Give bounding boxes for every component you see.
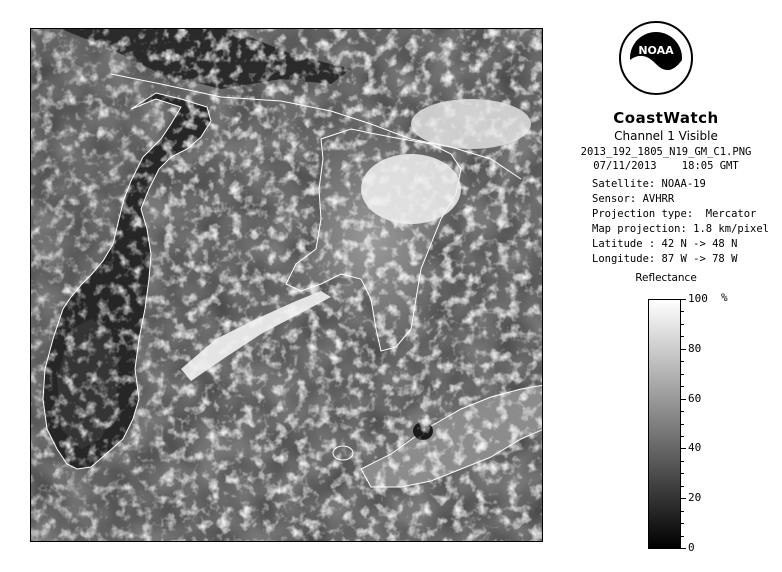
colorbar-major-tick <box>681 399 686 400</box>
colorbar-minor-tick <box>681 523 684 524</box>
longitude-label: Longitude: 87 W -> 78 W <box>592 253 738 265</box>
colorbar-major-tick <box>681 498 686 499</box>
colorbar-unit: % <box>721 291 728 304</box>
colorbar-minor-tick <box>681 436 684 437</box>
noaa-logo-icon <box>618 20 694 96</box>
channel-label: Channel 1 Visible <box>614 129 718 143</box>
colorbar-minor-tick <box>681 424 684 425</box>
colorbar-tick-label: 40 <box>688 441 702 455</box>
satellite-image <box>31 29 543 542</box>
colorbar-major-tick <box>681 349 686 350</box>
colorbar-minor-tick <box>681 461 684 462</box>
colorbar-minor-tick <box>681 311 684 312</box>
colorbar-minor-tick <box>681 536 684 537</box>
map-projection-label: Map projection: 1.8 km/pixel <box>592 223 770 235</box>
colorbar-minor-tick <box>681 486 684 487</box>
colorbar-tick-label: 80 <box>688 341 702 355</box>
colorbar-minor-tick <box>681 473 684 474</box>
page-title: CoastWatch <box>613 109 719 127</box>
colorbar-minor-tick <box>681 374 684 375</box>
colorbar-minor-tick <box>681 336 684 337</box>
colorbar-label: Reflectance <box>635 272 697 284</box>
sensor-label: Sensor: AVHRR <box>592 193 675 205</box>
noaa-logo-text: NOAA <box>638 44 674 57</box>
satellite-map <box>30 28 543 542</box>
projection-type-label: Projection type: Mercator <box>592 208 757 220</box>
reflectance-colorbar <box>648 299 681 549</box>
colorbar-minor-tick <box>681 511 684 512</box>
datetime-label: 07/11/2013 18:05 GMT <box>593 160 739 172</box>
latitude-label: Latitude : 42 N -> 48 N <box>592 238 738 250</box>
colorbar-tick-label: 0 <box>688 541 695 554</box>
filename-label: 2013_192_1805_N19_GM_C1.PNG <box>580 146 752 158</box>
colorbar-tick-label: 20 <box>688 491 702 505</box>
colorbar-tick-label: 60 <box>688 391 702 405</box>
colorbar-minor-tick <box>681 386 684 387</box>
colorbar-tick-label: 100 <box>688 292 708 305</box>
colorbar-minor-tick <box>681 361 684 362</box>
colorbar-major-tick <box>681 448 686 449</box>
satellite-label: Satellite: NOAA-19 <box>592 178 706 190</box>
colorbar-major-tick <box>681 299 686 300</box>
colorbar-minor-tick <box>681 411 684 412</box>
colorbar-minor-tick <box>681 324 684 325</box>
colorbar-major-tick <box>681 548 686 549</box>
